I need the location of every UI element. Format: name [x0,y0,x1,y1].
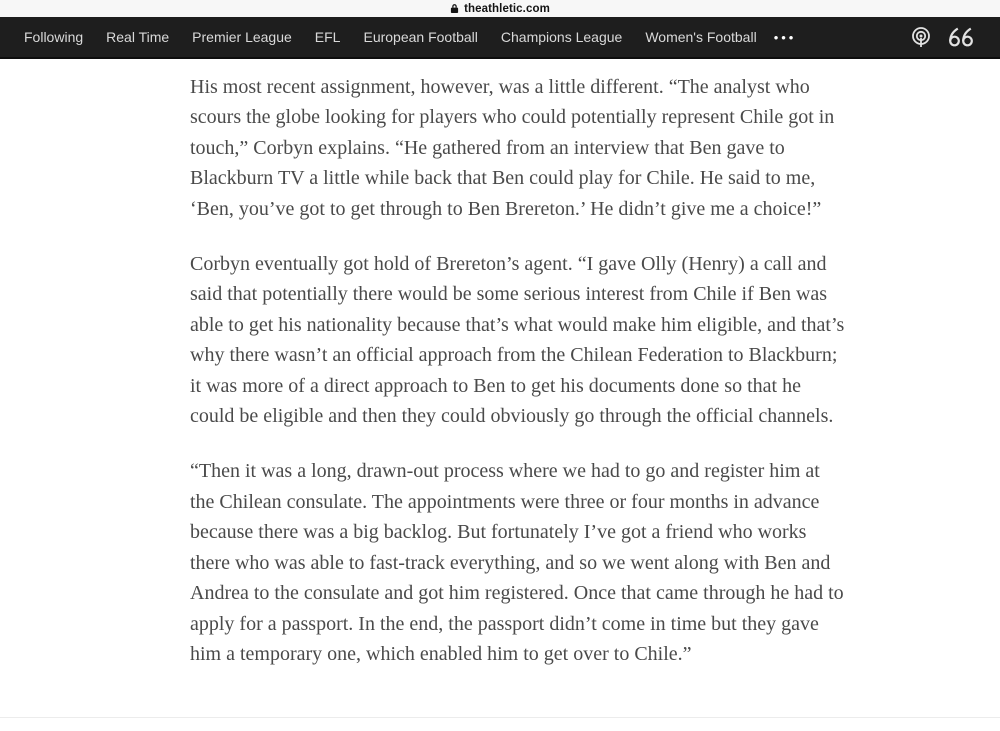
article-paragraph: Corbyn eventually got hold of Brereton’s agent. “I gave Olly (Henry) a call and said that potentially there would be some serious interest from Chile if Ben was able to get his nationality because that’s what would make him eligible, and that’s why there wasn’t an official approach from the Chilean Federation to Blackburn; it was more of a direct approach to Ben to get his documents done so that he could be eligible and then they could obviously go through the official channels. [190,253,845,428]
nav-tabs [24,29,757,45]
bullseye-icon[interactable] [910,26,932,48]
url-bar[interactable] [450,3,550,15]
nav-item-premier-league[interactable]: Premier League [192,29,292,45]
more-menu-button[interactable]: ••• [773,29,797,45]
article-body [190,59,846,669]
nav-item-champions-league[interactable]: Champions League [500,29,623,45]
page-bottom-divider [0,717,1000,718]
lock-icon [450,3,459,14]
article-paragraph: “Then it was a long, drawn-out process where we had to go and register him at the Chilean consulate. The appointments were three or four months in advance because there was a big backlog. But fortunately I’ve got a friend who works there who was able to fast-track everything, and so we went along with Ben and Andrea to the consulate and got him registered. Once that came through he had to apply for a passport. In the end, the passport didn’t come in time but they gave him a temporary one, which enabled him to get over to Chile.” [190,460,844,665]
nav-icon-group [910,26,974,48]
nav-item-efl[interactable]: EFL [314,29,341,45]
nav-item-womens-football[interactable]: Women's Football [645,29,757,45]
browser-chrome [0,0,1000,17]
url-text: theathletic.com [464,2,550,15]
quotes-icon[interactable] [948,27,974,47]
article-paragraph: His most recent assignment, however, was a little different. “The analyst who scours the globe looking for players who could potentially represent Chile got in touch,” Corbyn explains. “He gathered from an interview that Ben gave to Blackburn TV a little while back that Ben could play for Chile. He said to me, ‘Ben, you’ve got to get through to Ben Brereton.’ He didn’t give me a choice!” [190,76,835,220]
nav-item-real-time[interactable]: Real Time [106,29,170,45]
nav-item-european-football[interactable]: European Football [363,29,478,45]
nav-item-following[interactable]: Following [24,29,84,45]
site-nav [0,17,1000,59]
